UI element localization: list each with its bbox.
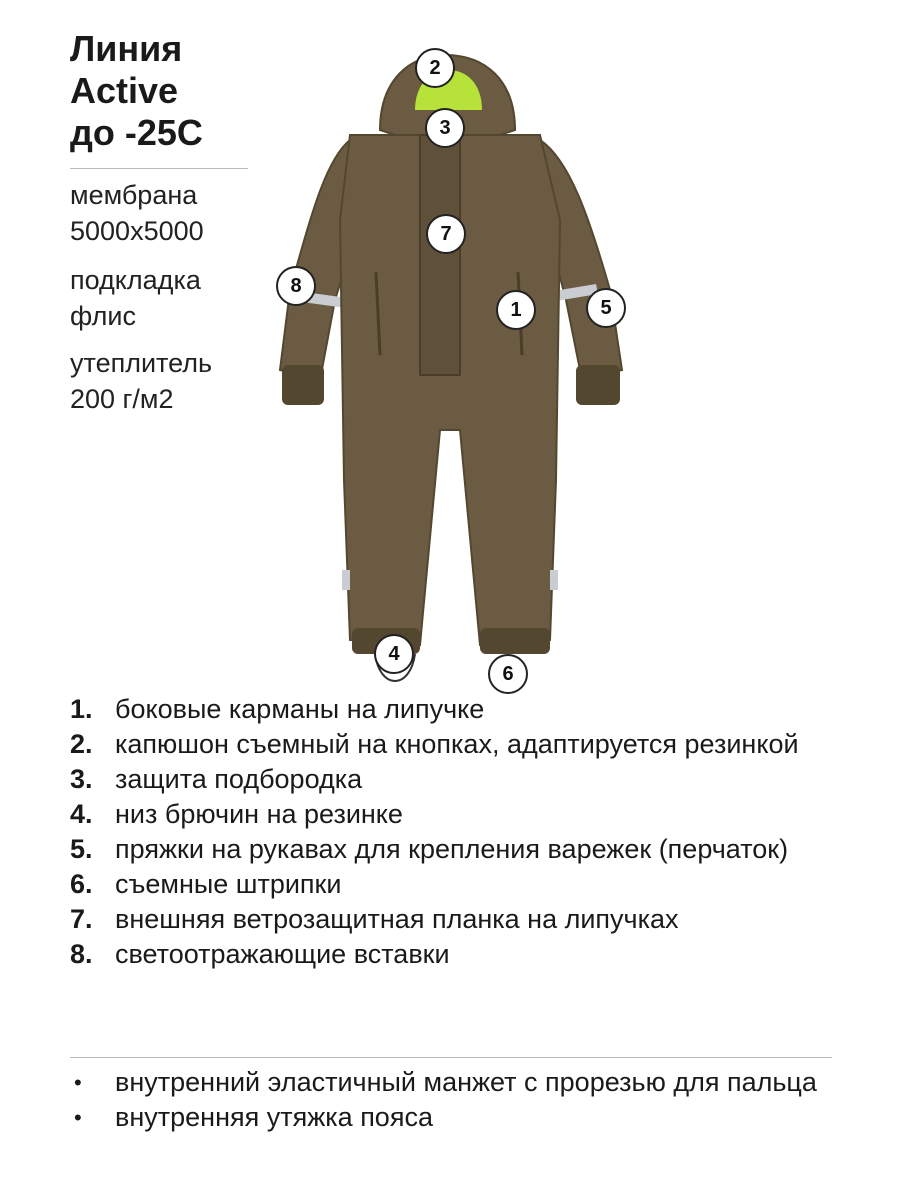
feature-number: 3. [70, 764, 93, 794]
product-line-title [70, 28, 203, 154]
notes-divider [70, 1057, 832, 1058]
bullet-icon: • [74, 1070, 82, 1095]
feature-text: низ брючин на резинке [115, 799, 403, 829]
bullet-icon: • [74, 1105, 82, 1130]
left-cuff [282, 365, 324, 405]
feature-number: 1. [70, 694, 93, 724]
placket [420, 135, 460, 375]
note-item [70, 1065, 850, 1100]
note-text: внутренний эластичный манжет с прорезью для пальца [115, 1067, 817, 1097]
feature-number: 2. [70, 729, 93, 759]
title-line-2: Active [70, 70, 179, 111]
feature-text: светоотражающие вставки [115, 939, 450, 969]
feature-number: 5. [70, 834, 93, 864]
title-line-1: Линия [70, 28, 183, 69]
spec-lining [70, 262, 201, 334]
feature-text: капюшон съемный на кнопках, адаптируется резинкой [115, 729, 799, 759]
spec-value: флис [70, 301, 136, 331]
feature-item [70, 937, 850, 972]
feature-list [70, 692, 850, 972]
title-line-3: до -25С [70, 112, 203, 153]
callout-2: 2 [415, 48, 455, 88]
spec-membrane [70, 177, 204, 249]
left-leg-reflective [342, 570, 350, 590]
callout-7: 7 [426, 214, 466, 254]
feature-text: внешняя ветрозащитная планка на липучках [115, 904, 679, 934]
feature-item [70, 692, 850, 727]
callout-5: 5 [586, 288, 626, 328]
feature-number: 6. [70, 869, 93, 899]
right-cuff [576, 365, 620, 405]
spec-value: 200 г/м2 [70, 384, 174, 414]
spec-label: утеплитель [70, 348, 213, 378]
feature-number: 8. [70, 939, 93, 969]
feature-item [70, 832, 850, 867]
callout-3: 3 [425, 108, 465, 148]
feature-item [70, 762, 850, 797]
right-leg-hem [480, 628, 550, 654]
callout-8: 8 [276, 266, 316, 306]
notes-list [70, 1065, 850, 1135]
feature-text: съемные штрипки [115, 869, 342, 899]
callout-6: 6 [488, 654, 528, 694]
feature-text: пряжки на рукавах для крепления варежек (перчаток) [115, 834, 789, 864]
spec-insulation [70, 345, 212, 417]
feature-text: боковые карманы на липучке [115, 694, 485, 724]
callout-4: 4 [374, 634, 414, 674]
feature-item [70, 867, 850, 902]
note-item [70, 1100, 850, 1135]
feature-item [70, 727, 850, 762]
feature-number: 7. [70, 904, 93, 934]
right-leg-reflective [550, 570, 558, 590]
spec-value: 5000х5000 [70, 216, 204, 246]
feature-item [70, 797, 850, 832]
spec-label: мембрана [70, 180, 198, 210]
feature-item [70, 902, 850, 937]
title-divider [70, 168, 248, 169]
feature-text: защита подбородка [115, 764, 363, 794]
note-text: внутренняя утяжка пояса [115, 1102, 433, 1132]
feature-number: 4. [70, 799, 93, 829]
callout-1: 1 [496, 290, 536, 330]
spec-label: подкладка [70, 265, 201, 295]
